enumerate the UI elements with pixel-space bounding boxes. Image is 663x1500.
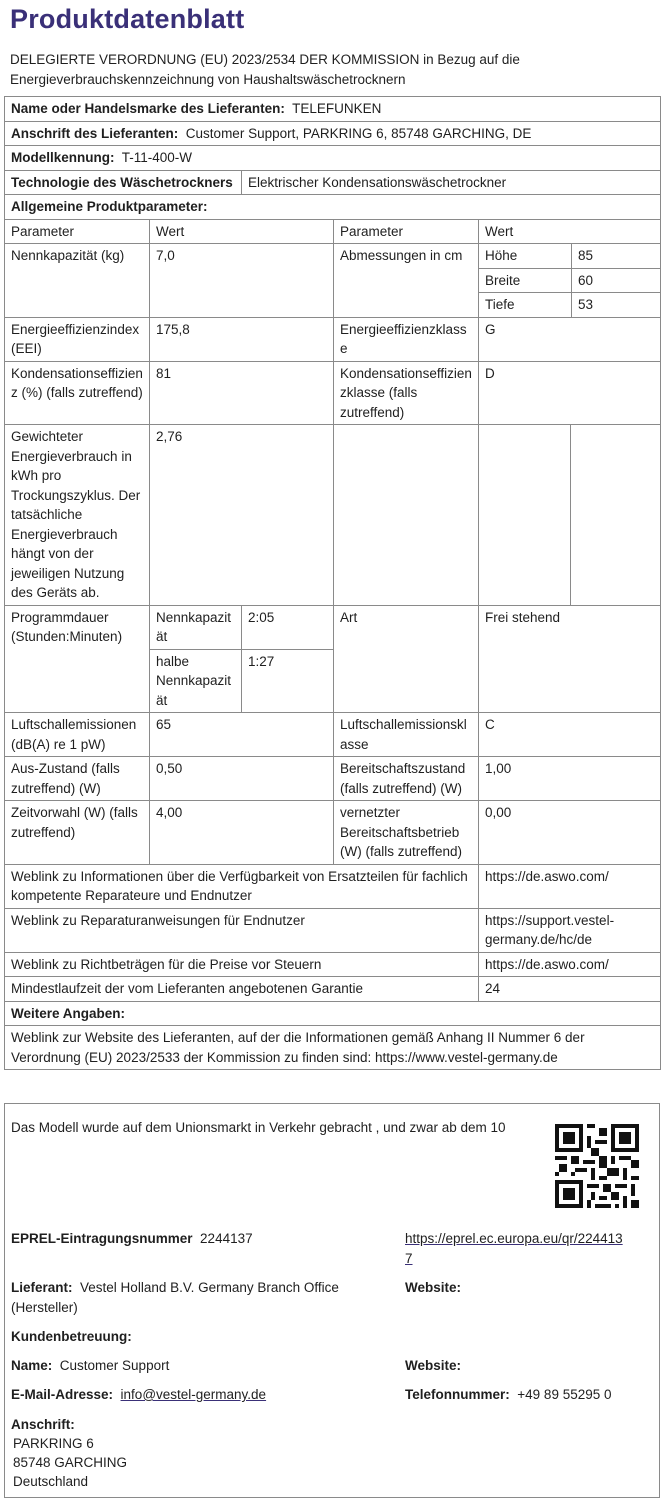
prices-link[interactable]: https://de.aswo.com/ <box>479 952 661 977</box>
country: Deutschland <box>13 1474 89 1489</box>
model-row <box>5 146 661 171</box>
further-label: Weitere Angaben: <box>5 1001 661 1026</box>
spare-parts-row <box>5 864 661 908</box>
city: 85748 GARCHING <box>13 1455 128 1470</box>
phone-value: +49 89 55295 0 <box>517 1387 612 1402</box>
networked-label: vernetzter Bereitschaftsbetrieb (W) (falls zutreffend) <box>334 801 479 865</box>
address-label: Anschrift des Lieferanten: <box>11 125 179 141</box>
lieferant-value: Vestel Holland B.V. Germany Branch Office (Hersteller) <box>11 1280 339 1315</box>
consumption-label: Gewichteter Energieverbrauch in kWh pro Trockungszyklus. Der tatsächliche Energieverbrauch hängt von der jeweiligen Nutzung des Geräts ab. <box>5 425 150 606</box>
supplier-row <box>5 97 661 122</box>
email-link[interactable]: info@vestel-germany.de <box>120 1387 267 1402</box>
width-value: 60 <box>572 268 661 293</box>
warranty-row <box>5 977 661 1002</box>
delay-value: 4,00 <box>150 801 334 865</box>
eei-label: Energieeffizienzindex (EEI) <box>5 317 150 361</box>
technology-label: Technologie des Wäschetrockners <box>5 170 242 195</box>
model-label: Modellkennung: <box>11 150 115 165</box>
noise-row <box>5 713 661 757</box>
general-label: Allgemeine Produktparameter: <box>5 195 661 220</box>
product-data-table <box>4 96 661 1070</box>
further-row <box>5 1001 661 1026</box>
empty-cell <box>571 425 661 606</box>
duration-half-label: halbe Nennkapazität <box>150 649 242 713</box>
condensation-label: Kondensationseffizienz (%) (falls zutreffend) <box>5 361 150 425</box>
header-row <box>5 219 661 244</box>
duration-label: Programmdauer (Stunden:Minuten) <box>5 605 150 713</box>
further-text: Weblink zur Website des Lieferanten, auf der die Informationen gemäß Anhang II Nummer 6 der Verordnung (EU) 2023/2533 der Kommission zu finden sind: https://www.vestel-germany.de <box>5 1026 661 1070</box>
repair-link[interactable]: https://support.vestel-germany.de/hc/de <box>479 908 661 952</box>
height-label: Höhe <box>479 244 572 268</box>
further-text-row <box>5 1026 661 1070</box>
duration-row <box>5 605 661 649</box>
anschrift-label: Anschrift: <box>11 1417 75 1432</box>
dimensions-label: Abmessungen in cm <box>334 244 479 318</box>
delay-row <box>5 801 661 865</box>
off-mode-row <box>5 757 661 801</box>
condensation-class-label: Kondensationseffizienzklasse (falls zutreffend) <box>334 361 479 425</box>
type-label: Art <box>334 605 479 713</box>
dimensions-table <box>479 244 660 317</box>
eprel-info-box <box>4 1103 660 1498</box>
header-param-2: Parameter <box>334 219 479 244</box>
street: PARKRING 6 <box>13 1436 94 1451</box>
energy-class-value: G <box>479 317 661 361</box>
market-text: Das Modell wurde auf dem Unionsmarkt in Verkehr gebracht , und zwar ab dem 10 <box>11 1120 506 1135</box>
energy-class-label: Energieeffizienzklasse <box>334 317 479 361</box>
prices-row <box>5 952 661 977</box>
condensation-row <box>5 361 661 425</box>
page-title: Produktdatenblatt <box>10 4 245 34</box>
supplier-label: Name oder Handelsmarke des Lieferanten: <box>11 101 285 116</box>
duration-half-value: 1:27 <box>242 649 334 713</box>
website2-label: Website: <box>405 1358 462 1373</box>
off-mode-value: 0,50 <box>150 757 334 801</box>
warranty-value: 24 <box>479 977 661 1002</box>
supplier-value: TELEFUNKEN <box>292 101 382 116</box>
noise-value: 65 <box>150 713 334 757</box>
spare-parts-label: Weblink zu Informationen über die Verfügbarkeit von Ersatzteilen für fachlich kompetente Reparateure und Endnutzer <box>5 864 479 908</box>
standby-value: 1,00 <box>479 757 661 801</box>
technology-value: Elektrischer Kondensationswäschetrockner <box>242 170 661 195</box>
depth-label: Tiefe <box>479 293 572 317</box>
address-row <box>5 121 661 146</box>
empty-cell <box>479 425 571 606</box>
kunden-label: Kundenbetreuung: <box>11 1329 132 1344</box>
delay-label: Zeitvorwahl (W) (falls zutreffend) <box>5 801 150 865</box>
standby-label: Bereitschaftszustand (falls zutreffend) (W) <box>334 757 479 801</box>
warranty-label: Mindestlaufzeit der vom Lieferanten angebotenen Garantie <box>5 977 479 1002</box>
spare-parts-link[interactable]: https://de.aswo.com/ <box>479 864 661 908</box>
general-row <box>5 195 661 220</box>
duration-full-label: Nennkapazität <box>150 605 242 649</box>
eei-row <box>5 317 661 361</box>
repair-label: Weblink zu Reparaturanweisungen für Endnutzer <box>5 908 479 952</box>
eprel-link[interactable]: https://eprel.ec.europa.eu/qr/2244137 <box>405 1231 623 1266</box>
capacity-value: 7,0 <box>150 244 334 318</box>
repair-row <box>5 908 661 952</box>
prices-label: Weblink zu Richtbeträgen für die Preise vor Steuern <box>5 952 479 977</box>
noise-class-value: C <box>479 713 661 757</box>
consumption-value: 2,76 <box>150 425 334 606</box>
condensation-class-value: D <box>479 361 661 425</box>
website-label: Website: <box>405 1280 462 1295</box>
eei-value: 175,8 <box>150 317 334 361</box>
technology-row <box>5 170 661 195</box>
header-param-1: Parameter <box>5 219 150 244</box>
header-value-1: Wert <box>150 219 334 244</box>
capacity-row <box>5 244 661 318</box>
header-value-2: Wert <box>479 219 661 244</box>
name-value: Customer Support <box>59 1358 170 1373</box>
capacity-label: Nennkapazität (kg) <box>5 244 150 318</box>
consumption-row <box>5 425 661 606</box>
empty-cell <box>334 425 479 606</box>
networked-value: 0,00 <box>479 801 661 865</box>
duration-full-value: 2:05 <box>242 605 334 649</box>
width-label: Breite <box>479 268 572 293</box>
lieferant-label: Lieferant: <box>11 1280 73 1295</box>
off-mode-label: Aus-Zustand (falls zutreffend) (W) <box>5 757 150 801</box>
noise-label: Luftschallemissionen (dB(A) re 1 pW) <box>5 713 150 757</box>
condensation-value: 81 <box>150 361 334 425</box>
name-label: Name: <box>11 1358 53 1373</box>
regulation-intro: DELEGIERTE VERORDNUNG (EU) 2023/2534 DER KOMMISSION in Bezug auf die Energieverbrauchskennzeichnung von Haushaltswäschetrocknern <box>10 52 520 87</box>
qr-code-icon <box>555 1124 639 1208</box>
depth-value: 53 <box>572 293 661 317</box>
address-value: Customer Support, PARKRING 6, 85748 GARCHING, DE <box>185 125 532 141</box>
eprel-value: 2244137 <box>200 1231 253 1246</box>
height-value: 85 <box>572 244 661 268</box>
phone-label: Telefonnummer: <box>405 1387 510 1402</box>
noise-class-label: Luftschallemissionsklasse <box>334 713 479 757</box>
email-label: E-Mail-Adresse: <box>11 1387 114 1402</box>
eprel-label: EPREL-Eintragungsnummer <box>11 1231 193 1246</box>
type-value: Frei stehend <box>479 605 661 713</box>
model-value: T-11-400-W <box>121 150 193 165</box>
